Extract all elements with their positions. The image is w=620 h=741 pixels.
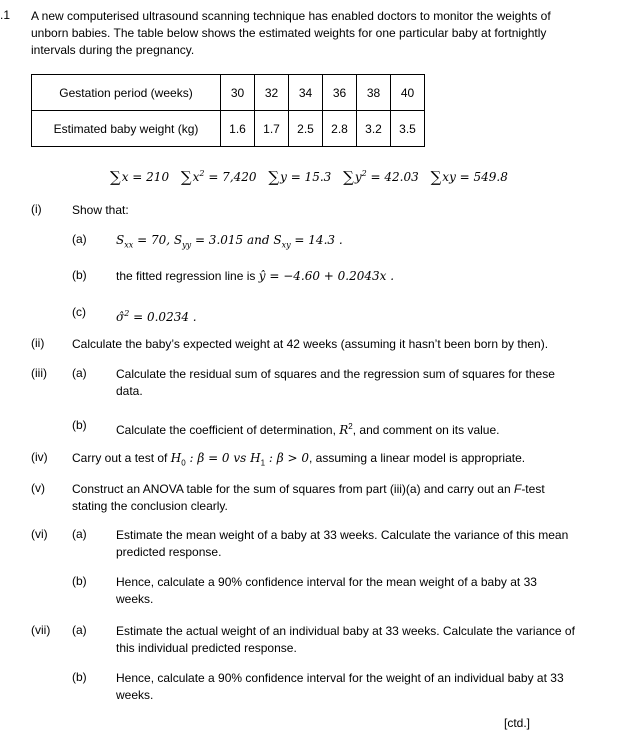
part-i-c-equation: [116, 305, 576, 326]
table-cell: 2.8: [323, 111, 357, 147]
sigma-hat-value: = 0.0234 .: [129, 310, 197, 324]
part-i-label: (i): [31, 202, 42, 216]
part-vi-b-text: Hence, calculate a 90% confidence interval for the mean weight of a baby at 33 weeks.: [116, 575, 537, 606]
sum-y2-exp: 2: [361, 169, 367, 178]
table-cell: 2.5: [289, 111, 323, 147]
sxy-sub: xy: [281, 240, 291, 250]
table-cell: 38: [357, 75, 391, 111]
table-row-header: Gestation period (weeks): [32, 75, 221, 111]
part-vi-a-text: Estimate the mean weight of a baby at 33 weeks. Calculate the variance of this mean predicted response.: [116, 528, 569, 559]
table-cell: 30: [221, 75, 255, 111]
table-row: [32, 75, 425, 111]
sxy-value: = 14.3 .: [290, 233, 343, 247]
sigma-hat-exp: 2: [124, 309, 130, 318]
sum-x2-base: x: [192, 170, 200, 184]
part-iii-label: (iii): [31, 366, 47, 380]
h0-hypothesis: : β = 0 vs H: [185, 451, 261, 465]
table-cell: 3.2: [357, 111, 391, 147]
part-iii-a-label: (a): [72, 366, 87, 380]
r-symbol: R: [339, 423, 349, 437]
part-vii-label: (vii): [31, 623, 51, 637]
table-row-header: Estimated baby weight (kg): [32, 111, 221, 147]
part-vi-a-label: (a): [72, 527, 87, 541]
part-vii-b-text: Hence, calculate a 90% confidence interval for the weight of an individual baby at 33 weeks.: [116, 671, 564, 702]
h0-symbol: H: [170, 451, 182, 465]
part-ii-text: Calculate the baby’s expected weight at 42 weeks (assuming it hasn’t been born by then).: [72, 337, 549, 351]
h1-hypothesis: : β > 0: [265, 451, 309, 465]
part-v-prefix: Construct an ANOVA table for the sum of squares from part (iii)(a) and carry out an: [72, 482, 514, 496]
part-iii-b-text: [116, 418, 576, 439]
part-i-b-text: [116, 268, 576, 285]
table-cell: 32: [255, 75, 289, 111]
table-cell: 40: [391, 75, 425, 111]
sum-x2-exp: 2: [199, 169, 205, 178]
table-cell: 36: [323, 75, 357, 111]
table-cell: 34: [289, 75, 323, 111]
r-exp: 2: [348, 422, 353, 431]
sum-xy: xy = 549.8: [442, 170, 508, 184]
h1-sub: 1: [260, 458, 266, 468]
table-cell: 1.6: [221, 111, 255, 147]
part-iii-b-label: (b): [72, 418, 87, 432]
part-iv-suffix: , assuming a linear model is appropriate.: [309, 451, 526, 465]
part-v-label: (v): [31, 481, 45, 495]
part-iii-b-prefix: Calculate the coefficient of determination,: [116, 423, 340, 437]
part-iii-a-text: Calculate the residual sum of squares and the regression sum of squares for these data.: [116, 367, 555, 398]
sigma-icon: ∑: [343, 168, 354, 186]
part-vi-label: (vi): [31, 527, 48, 541]
sum-y2-base: y: [354, 170, 362, 184]
continued-marker: [ctd.]: [503, 716, 530, 730]
sigma-icon: ∑: [430, 168, 442, 186]
part-vii-a-text: Estimate the actual weight of an individual baby at 33 weeks. Calculate the variance of this individual predicted response.: [116, 624, 575, 655]
sum-y: y = 15.3: [280, 170, 332, 184]
sigma-icon: ∑: [268, 168, 280, 186]
sum-x: x = 210: [121, 170, 170, 184]
sxx-value: = 70, S: [133, 233, 183, 247]
part-i-b-prefix: the fitted regression line is: [116, 269, 259, 283]
syy-sub: yy: [182, 240, 192, 250]
table-row: [32, 111, 425, 147]
table-cell: 3.5: [391, 111, 425, 147]
part-i-b-label: (b): [72, 268, 87, 282]
part-ii-label: (ii): [31, 336, 45, 350]
sum-x2-value: = 7,420: [204, 170, 257, 184]
part-i-c-label: (c): [72, 305, 86, 319]
part-i-a-equation: $S_{xx} = 70$, $S_{yy} = 3.015$ and $S_{xy} = 14.3$ .: [116, 233, 343, 250]
question-number: .1: [0, 8, 11, 22]
part-v-suffix: -test stating the conclusion clearly.: [72, 482, 545, 513]
part-iv-text: [72, 450, 572, 471]
summary-sums: [110, 167, 508, 185]
intro-paragraph: A new computerised ultrasound scanning technique has enabled doctors to monitor the weights of unborn babies. The table below shows the estimated weights for one particular baby at fortnightly intervals during the pregnancy.: [31, 9, 551, 57]
part-vii-a-label: (a): [72, 623, 87, 637]
table-cell: 1.7: [255, 111, 289, 147]
data-table: [31, 74, 425, 147]
sigma-hat: σ̂: [116, 310, 125, 324]
part-vi-b-label: (b): [72, 574, 87, 588]
part-i-a-label: (a): [72, 232, 87, 246]
part-iii-b-suffix: , and comment on its value.: [352, 423, 500, 437]
part-iv-label: (iv): [31, 450, 48, 464]
regression-equation: ŷ = −4.60 + 0.2043x .: [258, 269, 395, 283]
f-symbol: F: [513, 482, 522, 496]
sigma-icon: ∑: [110, 168, 121, 186]
sigma-icon: ∑: [180, 168, 192, 186]
part-iv-prefix: Carry out a test of: [72, 451, 171, 465]
h0-sub: 0: [181, 458, 186, 468]
part-vii-b-label: (b): [72, 670, 87, 684]
sum-y2-value: = 42.03: [366, 170, 419, 184]
syy-value: = 3.015 and S: [191, 233, 282, 247]
part-i-text: Show that:: [72, 203, 129, 217]
part-v-text: [72, 481, 572, 515]
sxx-sub: xx: [124, 240, 134, 250]
